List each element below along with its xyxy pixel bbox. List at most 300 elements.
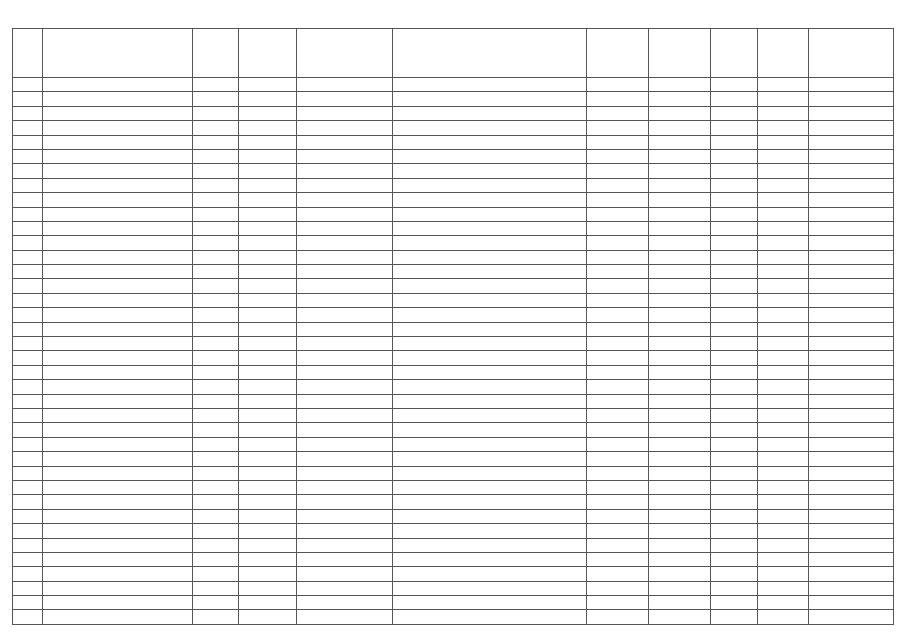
cell-cadastral-value [809,207,894,221]
cell-land-category [297,408,393,422]
cell-district [193,610,239,624]
table-row [13,480,894,494]
cell-cadastral-number [239,567,297,581]
table-row [13,106,894,120]
cell-number [13,437,43,451]
cell-district [193,437,239,451]
cell-address [43,265,193,279]
cell-land-category [297,466,393,480]
cell-land-category [297,92,393,106]
cell-cadastral-value [809,408,894,422]
header-area [711,29,758,78]
cell-number [13,193,43,207]
cell-udpks [758,351,809,365]
cell-udpks [758,524,809,538]
cell-number [13,524,43,538]
cell-building-code [649,78,711,92]
cell-use-code [587,351,649,365]
cell-number [13,250,43,264]
cell-udpks [758,308,809,322]
cell-cadastral-value [809,250,894,264]
cell-cadastral-number [239,452,297,466]
cell-number [13,610,43,624]
cell-cadastral-number [239,207,297,221]
cell-district [193,351,239,365]
cell-permitted-use [393,207,587,221]
cell-use-code [587,193,649,207]
cell-area [711,279,758,293]
table-row [13,149,894,163]
cell-district [193,78,239,92]
cell-address [43,437,193,451]
cell-land-category [297,581,393,595]
cell-permitted-use [393,480,587,494]
cell-cadastral-number [239,221,297,235]
cell-district [193,308,239,322]
cell-number [13,495,43,509]
cell-use-code [587,236,649,250]
cell-use-code [587,495,649,509]
cell-district [193,236,239,250]
cell-land-category [297,149,393,163]
cell-permitted-use [393,452,587,466]
cell-use-code [587,293,649,307]
cell-use-code [587,380,649,394]
cell-area [711,437,758,451]
cell-cadastral-value [809,78,894,92]
cell-cadastral-number [239,135,297,149]
cell-district [193,221,239,235]
cell-address [43,380,193,394]
cell-address [43,337,193,351]
cell-permitted-use [393,106,587,120]
cell-cadastral-value [809,610,894,624]
cell-number [13,408,43,422]
cell-cadastral-number [239,509,297,523]
cell-area [711,509,758,523]
cell-land-category [297,596,393,610]
cell-permitted-use [393,250,587,264]
cell-building-code [649,207,711,221]
table-row [13,365,894,379]
cell-land-category [297,509,393,523]
header-cadastral-number [239,29,297,78]
cell-cadastral-number [239,178,297,192]
cell-udpks [758,495,809,509]
cell-building-code [649,552,711,566]
cell-district [193,178,239,192]
cell-building-code [649,437,711,451]
cell-area [711,351,758,365]
cell-permitted-use [393,221,587,235]
cell-address [43,365,193,379]
cell-number [13,351,43,365]
table-row [13,207,894,221]
cell-udpks [758,322,809,336]
cell-use-code [587,423,649,437]
cell-building-code [649,351,711,365]
cell-number [13,337,43,351]
table-row [13,466,894,480]
cell-number [13,567,43,581]
cell-area [711,322,758,336]
cell-land-category [297,538,393,552]
cell-area [711,480,758,494]
cell-cadastral-value [809,509,894,523]
table-row [13,495,894,509]
cell-land-category [297,437,393,451]
cell-address [43,408,193,422]
cell-cadastral-value [809,567,894,581]
cell-address [43,567,193,581]
cell-address [43,121,193,135]
cell-permitted-use [393,236,587,250]
cell-udpks [758,538,809,552]
cell-use-code [587,596,649,610]
cell-cadastral-number [239,92,297,106]
cell-udpks [758,452,809,466]
cell-use-code [587,221,649,235]
cell-land-category [297,293,393,307]
cell-cadastral-number [239,265,297,279]
cell-district [193,466,239,480]
cell-district [193,149,239,163]
table-row [13,135,894,149]
cell-district [193,322,239,336]
cell-use-code [587,581,649,595]
cell-district [193,207,239,221]
cell-address [43,92,193,106]
cell-use-code [587,437,649,451]
cell-cadastral-value [809,121,894,135]
table-row [13,596,894,610]
cell-land-category [297,308,393,322]
cell-permitted-use [393,365,587,379]
cell-district [193,423,239,437]
cell-cadastral-number [239,293,297,307]
cell-address [43,135,193,149]
table-row [13,567,894,581]
cell-number [13,480,43,494]
cell-land-category [297,610,393,624]
cell-cadastral-value [809,236,894,250]
cell-permitted-use [393,322,587,336]
cell-district [193,193,239,207]
cell-building-code [649,538,711,552]
cell-cadastral-number [239,250,297,264]
cell-address [43,524,193,538]
cell-land-category [297,164,393,178]
cell-land-category [297,121,393,135]
cell-building-code [649,394,711,408]
cell-address [43,480,193,494]
cell-number [13,236,43,250]
cell-cadastral-number [239,78,297,92]
cell-building-code [649,221,711,235]
cell-cadastral-number [239,495,297,509]
cell-permitted-use [393,437,587,451]
cell-district [193,265,239,279]
cell-cadastral-number [239,480,297,494]
cell-number [13,380,43,394]
cell-land-category [297,322,393,336]
cell-use-code [587,78,649,92]
cell-permitted-use [393,596,587,610]
cell-land-category [297,351,393,365]
cell-permitted-use [393,178,587,192]
cell-address [43,596,193,610]
cell-udpks [758,193,809,207]
cell-land-category [297,207,393,221]
cell-udpks [758,78,809,92]
cell-udpks [758,380,809,394]
cell-cadastral-number [239,322,297,336]
cell-address [43,78,193,92]
cell-cadastral-number [239,193,297,207]
cell-district [193,250,239,264]
cell-building-code [649,250,711,264]
cell-cadastral-value [809,265,894,279]
header-district [193,29,239,78]
cell-udpks [758,279,809,293]
cell-land-category [297,423,393,437]
cell-land-category [297,106,393,120]
cell-district [193,552,239,566]
cell-district [193,164,239,178]
cell-land-category [297,452,393,466]
cell-cadastral-number [239,581,297,595]
cell-area [711,92,758,106]
cell-land-category [297,337,393,351]
cell-building-code [649,293,711,307]
cell-address [43,207,193,221]
cell-use-code [587,538,649,552]
cell-building-code [649,308,711,322]
cell-use-code [587,394,649,408]
cell-cadastral-value [809,322,894,336]
table-row [13,524,894,538]
cell-building-code [649,480,711,494]
table-body [13,78,894,625]
cell-cadastral-value [809,380,894,394]
cell-district [193,135,239,149]
cell-cadastral-value [809,164,894,178]
cell-district [193,92,239,106]
cell-area [711,193,758,207]
cell-permitted-use [393,524,587,538]
cell-udpks [758,207,809,221]
cell-building-code [649,164,711,178]
land-plots-table [12,28,894,625]
cell-cadastral-value [809,135,894,149]
cell-land-category [297,178,393,192]
cell-number [13,106,43,120]
cell-use-code [587,207,649,221]
table-row [13,437,894,451]
cell-address [43,293,193,307]
cell-district [193,293,239,307]
cell-area [711,452,758,466]
cell-land-category [297,567,393,581]
header-permitted-use [393,29,587,78]
cell-number [13,92,43,106]
cell-building-code [649,495,711,509]
cell-land-category [297,78,393,92]
cell-udpks [758,106,809,120]
cell-udpks [758,149,809,163]
cell-cadastral-number [239,423,297,437]
cell-udpks [758,164,809,178]
cell-address [43,610,193,624]
cell-cadastral-value [809,552,894,566]
cell-area [711,178,758,192]
cell-udpks [758,610,809,624]
cell-permitted-use [393,351,587,365]
cell-building-code [649,380,711,394]
table-row [13,423,894,437]
cell-address [43,322,193,336]
cell-cadastral-value [809,581,894,595]
cell-use-code [587,121,649,135]
cell-district [193,408,239,422]
cell-cadastral-number [239,437,297,451]
cell-building-code [649,509,711,523]
cell-building-code [649,423,711,437]
cell-cadastral-number [239,596,297,610]
table-row [13,293,894,307]
table-row [13,351,894,365]
cell-number [13,552,43,566]
table-row [13,265,894,279]
cell-building-code [649,135,711,149]
cell-permitted-use [393,466,587,480]
table-row [13,408,894,422]
cell-use-code [587,265,649,279]
table-row [13,552,894,566]
cell-permitted-use [393,394,587,408]
cell-cadastral-number [239,610,297,624]
cell-area [711,610,758,624]
cell-district [193,567,239,581]
cell-area [711,394,758,408]
cell-udpks [758,250,809,264]
cell-area [711,581,758,595]
cell-udpks [758,567,809,581]
cell-building-code [649,365,711,379]
header-land-category [297,29,393,78]
cell-building-code [649,596,711,610]
cell-district [193,106,239,120]
cell-use-code [587,365,649,379]
cell-use-code [587,509,649,523]
cell-address [43,466,193,480]
cell-number [13,538,43,552]
table-row [13,78,894,92]
cell-number [13,423,43,437]
cell-building-code [649,121,711,135]
cell-number [13,322,43,336]
cell-udpks [758,408,809,422]
cell-cadastral-value [809,423,894,437]
cell-building-code [649,106,711,120]
cell-district [193,480,239,494]
cell-area [711,524,758,538]
cell-use-code [587,250,649,264]
cell-udpks [758,509,809,523]
cell-number [13,207,43,221]
cell-district [193,394,239,408]
cell-use-code [587,466,649,480]
cell-area [711,250,758,264]
cell-building-code [649,279,711,293]
cell-cadastral-number [239,365,297,379]
table-row [13,236,894,250]
header-cadastral-value [809,29,894,78]
cell-udpks [758,178,809,192]
cell-cadastral-value [809,452,894,466]
cell-building-code [649,610,711,624]
cell-cadastral-number [239,552,297,566]
cell-cadastral-value [809,308,894,322]
cell-area [711,149,758,163]
cell-cadastral-number [239,538,297,552]
cell-district [193,365,239,379]
cell-cadastral-value [809,293,894,307]
cell-area [711,236,758,250]
cell-land-category [297,250,393,264]
cell-area [711,308,758,322]
cell-number [13,121,43,135]
cell-use-code [587,308,649,322]
cell-address [43,236,193,250]
cell-land-category [297,135,393,149]
cell-number [13,308,43,322]
cell-land-category [297,265,393,279]
header-address [43,29,193,78]
cell-area [711,538,758,552]
cell-land-category [297,480,393,494]
cell-use-code [587,524,649,538]
cell-udpks [758,423,809,437]
cell-building-code [649,337,711,351]
cell-permitted-use [393,423,587,437]
cell-cadastral-value [809,480,894,494]
cell-permitted-use [393,279,587,293]
cell-cadastral-value [809,596,894,610]
cell-land-category [297,221,393,235]
cell-building-code [649,178,711,192]
cell-permitted-use [393,567,587,581]
cell-district [193,581,239,595]
cell-area [711,408,758,422]
cell-permitted-use [393,164,587,178]
header-num [13,29,43,78]
cell-address [43,423,193,437]
cell-cadastral-value [809,394,894,408]
cell-number [13,78,43,92]
cell-use-code [587,322,649,336]
cell-land-category [297,236,393,250]
table-row [13,92,894,106]
cell-permitted-use [393,121,587,135]
header-udpks [758,29,809,78]
cell-area [711,495,758,509]
cell-cadastral-value [809,149,894,163]
cell-building-code [649,322,711,336]
cell-udpks [758,236,809,250]
cell-cadastral-value [809,178,894,192]
cell-cadastral-value [809,466,894,480]
